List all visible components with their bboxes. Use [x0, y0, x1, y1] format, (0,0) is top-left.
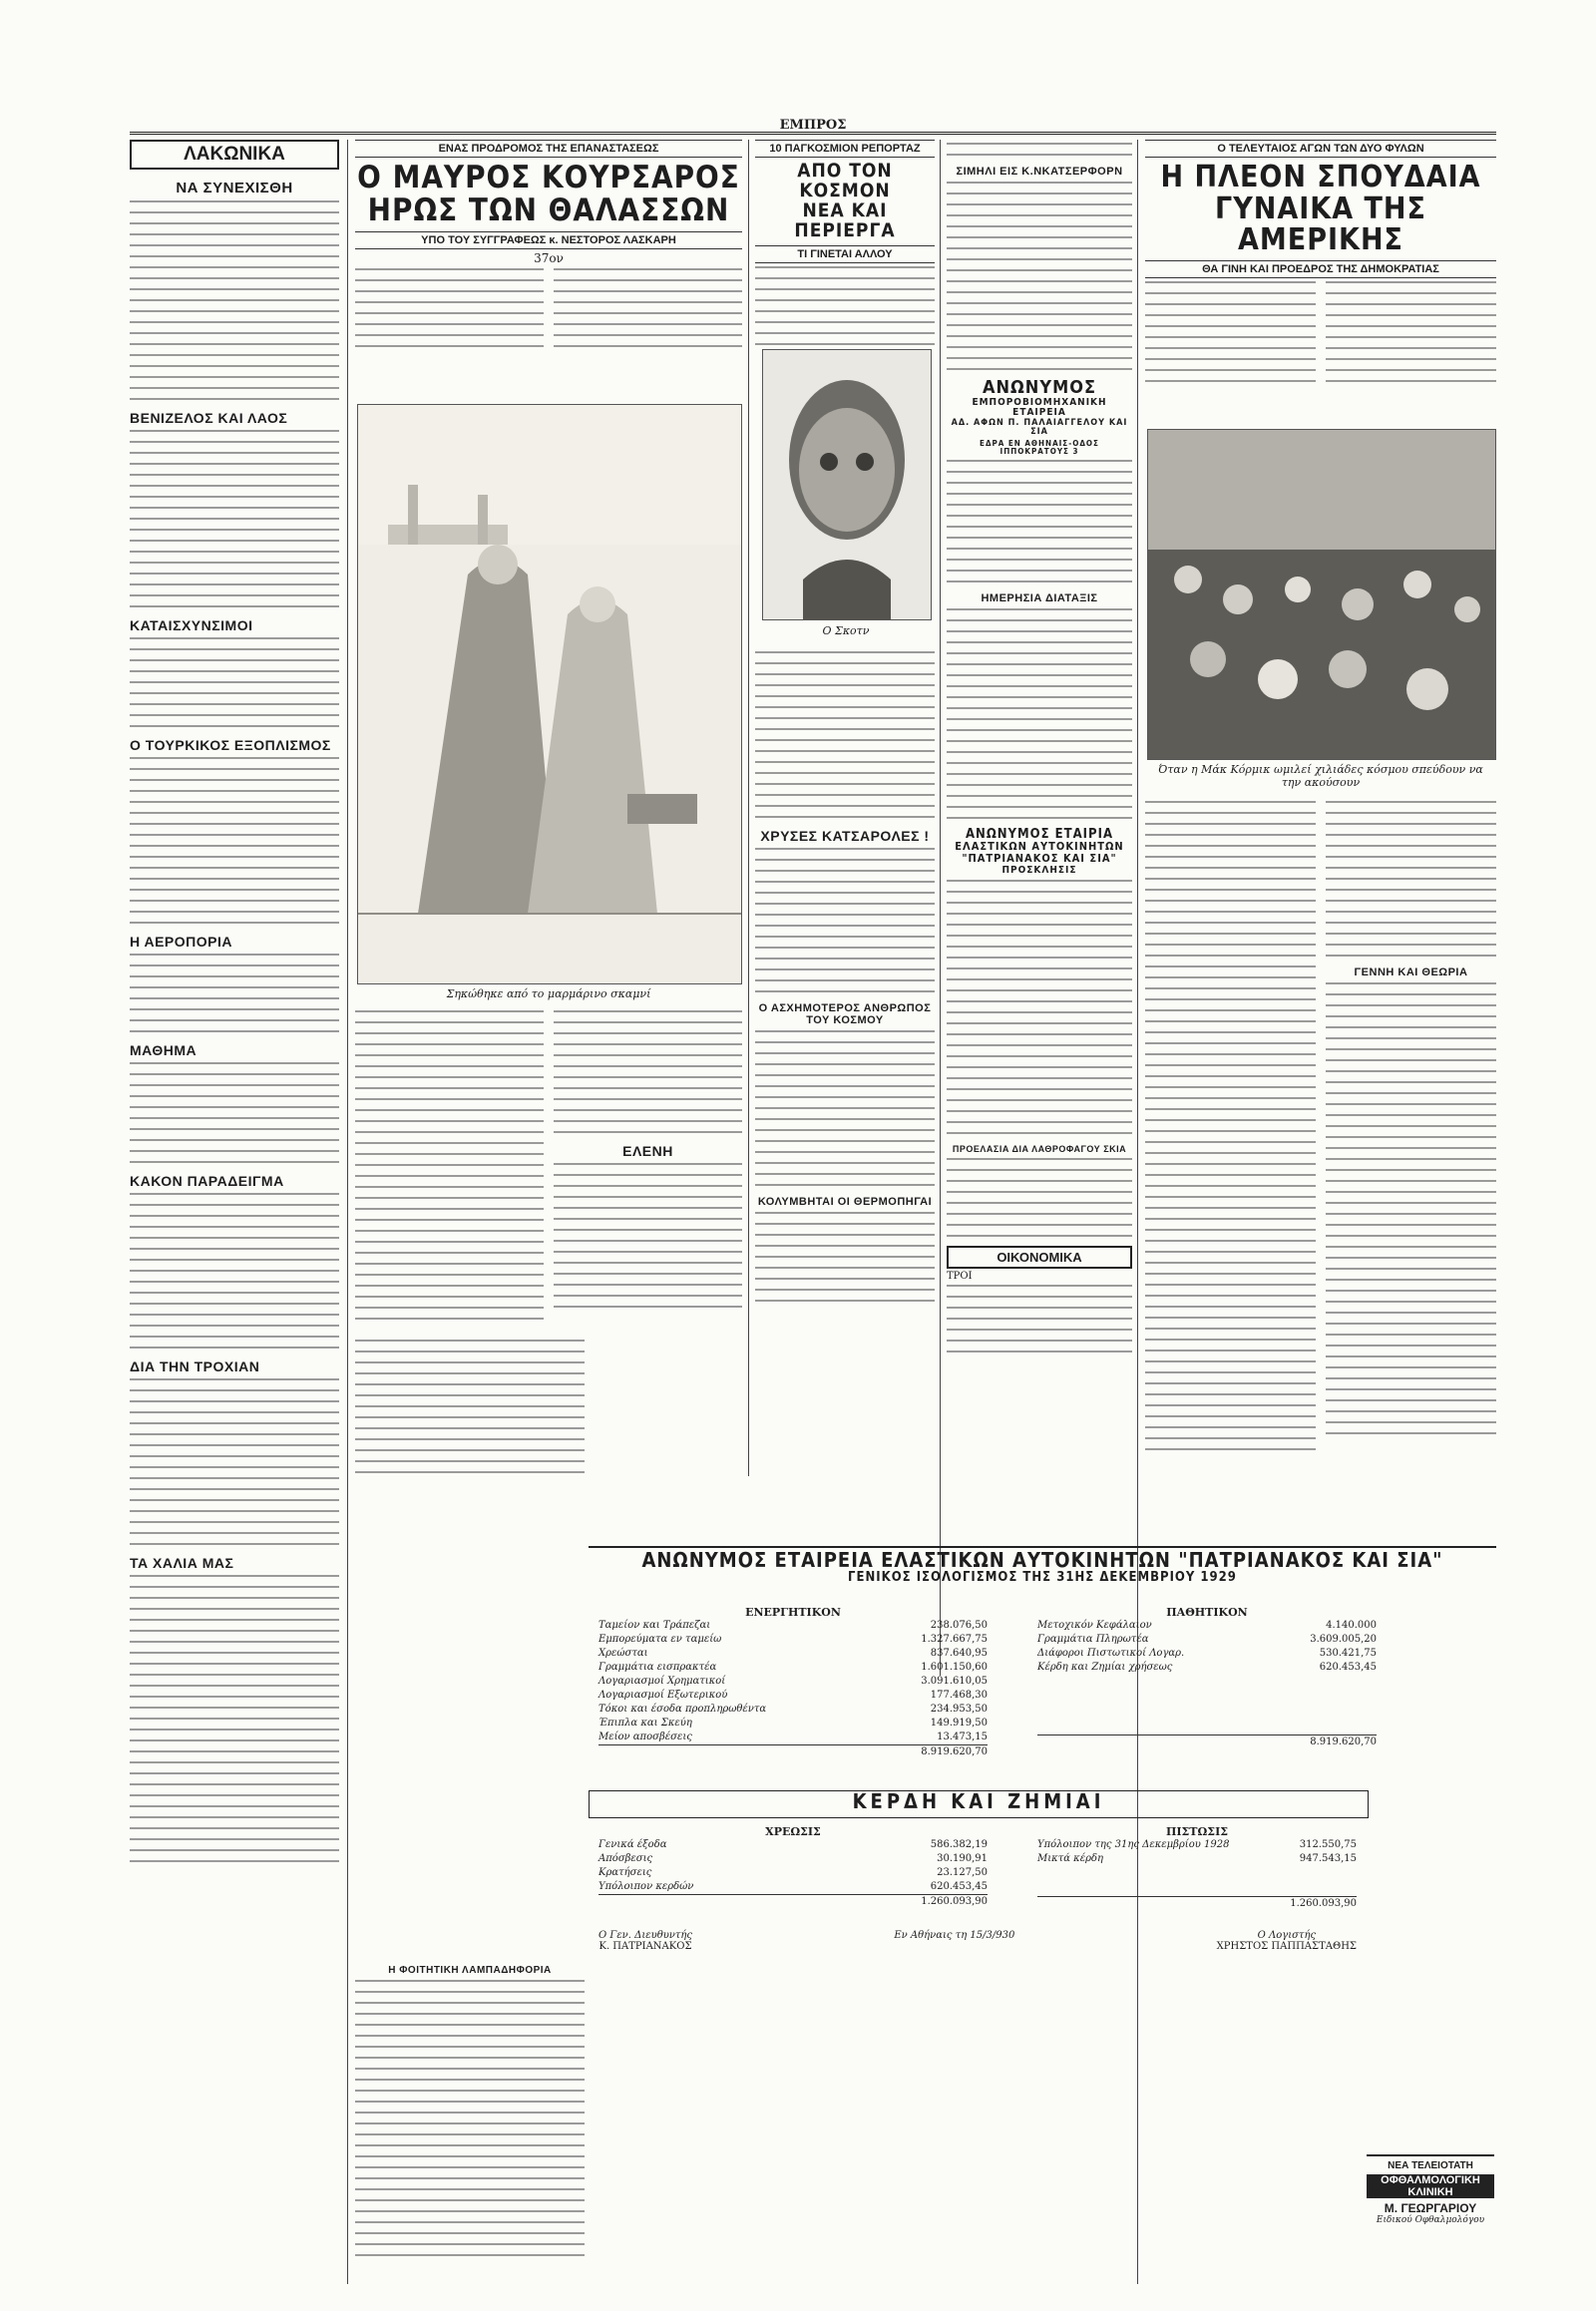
text-block: [947, 608, 1132, 819]
clinic-ad-name: Μ. ΓΕΩΡΓΑΡΙΟΥ: [1384, 2201, 1477, 2215]
clinic-ad-sub: ΟΦΘΑΛΜΟΛΟΓΙΚΗ ΚΛΙΝΙΚΗ: [1367, 2174, 1494, 2198]
ledger-label: Υπόλοιπον κερδών: [598, 1881, 694, 1892]
america-kicker: Ο ΤΕΛΕΥΤΑΙΟΣ ΑΓΩΝ ΤΩΝ ΔΥΟ ΦΥΛΩΝ: [1145, 140, 1496, 158]
world-kicker: 10 ΠΑΓΚΟΣΜΙΟΝ ΡΕΠΟΡΤΑΖ: [755, 140, 935, 158]
balance-subtitle: ΓΕΝΙΚΟΣ ΙΣΟΛΟΓΙΣΜΟΣ ΤΗΣ 31ΗΣ ΔΕΚΕΜΒΡΙΟΥ 1929: [848, 1570, 1237, 1585]
ledger-row: [598, 1703, 988, 1717]
company2-quote: "ΠΑΤΡΙΑΝΑΚΟΣ ΚΑΙ ΣΙΑ": [962, 851, 1117, 865]
assets-table: [598, 1606, 988, 1759]
ledger-row: [598, 1852, 988, 1866]
world-head: Ο ΑΣΧΗΜΟΤΕΡΟΣ ΑΝΘΡΩΠΟΣ ΤΟΥ ΚΟΣΜΟΥ: [758, 1002, 932, 1026]
text-block: [1326, 801, 1496, 957]
serial-title-1: Ο ΜΑΥΡΟΣ ΚΟΥΡΣΑΡΟΣ: [357, 160, 740, 195]
torchlight-article: [355, 1955, 585, 2284]
ledger-amount: 312.550,75: [1299, 1839, 1357, 1850]
column-rule: [748, 140, 749, 1476]
portrait-caption: Ο Σκοτν: [822, 624, 870, 637]
company2-sub: ΕΛΑΣΤΙΚΩΝ ΑΥΤΟΚΙΝΗΤΩΝ: [955, 840, 1124, 854]
text-block: [130, 637, 339, 727]
ledger-amount: 1.327.667,75: [921, 1634, 988, 1645]
world-news-continued: [755, 648, 935, 1676]
text-block: [947, 1285, 1132, 1352]
ledger-row: [1037, 1852, 1357, 1866]
text-block: [755, 1212, 935, 1302]
article-head: ΚΑΤΑΙΣΧΥΝΣΙΜΟΙ: [130, 617, 253, 633]
ledger-label: Μείον αποσβέσεις: [598, 1732, 692, 1742]
ledger-amount: 947.543,15: [1299, 1853, 1357, 1864]
debits-total: 1.260.093,90: [921, 1896, 988, 1907]
clinic-ad-title: ΝΕΑ ΤΕΛΕΙΟΤΑΤΗ: [1388, 2160, 1473, 2171]
world-title-2: ΝΕΑ ΚΑΙ ΠΕΡΙΕΡΓΑ: [794, 198, 896, 241]
text-block: [755, 266, 935, 345]
assets-total: 8.919.620,70: [921, 1746, 988, 1757]
column-rule: [1137, 140, 1138, 2284]
ledger-amount: 586.382,19: [930, 1839, 988, 1850]
pl-title-box: [589, 1790, 1369, 1818]
ledger-amount: 149.919,50: [930, 1718, 988, 1729]
ledger-label: Τόκοι και έσοδα προπληρωθέντα: [598, 1704, 767, 1715]
illustration-caption: Σηκώθηκε από το μαρμάρινο σκαμνί: [446, 987, 651, 1000]
lost-head: ΠΡΟΕΛΑΣΙΑ ΔΙΑ ΛΑΘΡΟΦΑΓΟΥ ΣΚΙΑ: [952, 1143, 1127, 1154]
serial-kicker: ΕΝΑΣ ΠΡΟΔΡΟΜΟΣ ΤΗΣ ΕΠΑΝΑΣΤΑΣΕΩΣ: [355, 140, 742, 158]
text-block: [1326, 982, 1496, 1434]
text-block: [755, 651, 935, 818]
column-rule: [940, 140, 941, 1676]
ledger-amount: 13.473,15: [937, 1732, 988, 1742]
ledger-label: Εμπορεύματα εν ταμείω: [598, 1634, 722, 1645]
ads-title: ΟΙΚΟΝΟΜΙΚΑ: [947, 1246, 1132, 1269]
debit-head: ΧΡΕΩΣΙΣ: [765, 1825, 821, 1838]
ledger-label: Έπιπλα και Σκεύη: [598, 1718, 692, 1729]
ledger-row: [598, 1717, 988, 1731]
credits-table: [1037, 1825, 1357, 1911]
article-head: ΚΑΚΟΝ ΠΑΡΑΔΕΙΓΜΑ: [130, 1173, 284, 1189]
left-column: [130, 140, 339, 2284]
ledger-amount: 3.091.610,05: [921, 1676, 988, 1687]
column-rule: [347, 140, 348, 2284]
text-block: [130, 1575, 339, 1862]
balance-title: ΑΝΩΝΥΜΟΣ ΕΤΑΙΡΕΙΑ ΕΛΑΣΤΙΚΩΝ ΑΥΤΟΚΙΝΗΤΩΝ "ΠΑΤΡΙΑΝΑΚΟΣ ΚΑΙ ΣΙΑ": [641, 1548, 1443, 1572]
text-block: [130, 1062, 339, 1163]
section-title: ΛΑΚΩΝΙΚΑ: [130, 140, 339, 170]
ledger-label: Μικτά κέρδη: [1037, 1853, 1103, 1864]
ledger-row: [1037, 1647, 1377, 1661]
serial-title-2: ΗΡΩΣ ΤΩΝ ΘΑΛΑΣΣΩΝ: [367, 192, 730, 228]
ledger-row: [1037, 1619, 1377, 1633]
america-story: [1145, 140, 1496, 419]
ledger-label: Ταμείον και Τράπεζαι: [598, 1620, 711, 1631]
liabilities-head: ΠΑΘΗΤΙΚΟΝ: [1166, 1606, 1248, 1619]
ledger-row: [598, 1647, 988, 1661]
ledger-amount: 620.453,45: [1319, 1662, 1377, 1673]
america-head2: ΓΕΝΝΗ ΚΑΙ ΘΕΩΡΙΑ: [1354, 966, 1468, 978]
world-sub: ΤΙ ΓΙΝΕΤΑΙ ΑΛΛΟΥ: [755, 245, 935, 263]
liabilities-total: 8.919.620,70: [1310, 1736, 1377, 1747]
ledger-label: Γενικά έξοδα: [598, 1839, 667, 1850]
company1-title: ΑΝΩΝΥΜΟΣ: [982, 377, 1097, 398]
ledger-amount: 620.453,45: [930, 1881, 988, 1892]
article-head: ΤΑ ΧΑΛΙΑ ΜΑΣ: [130, 1555, 234, 1571]
text-block: [755, 1030, 935, 1186]
ledger-label: Γραμμάτια εισπρακτέα: [598, 1662, 717, 1673]
ledger-row: [598, 1880, 988, 1894]
torchlight-head: Η ΦΟΙΤΗΤΙΚΗ ΛΑΜΠΑΔΗΦΟΡΙΑ: [388, 1965, 552, 1976]
ledger-row: [598, 1661, 988, 1675]
text-block: [130, 200, 339, 400]
ledger-amount: 530.421,75: [1319, 1648, 1377, 1659]
lead-head: ΝΑ ΣΥΝΕΧΙΣΘΗ: [176, 180, 293, 196]
notice-top-head: ΣΙΜΗΛΙ ΕΙΣ Κ.ΝΚΑΤΣΕΡΦΟΡΝ: [956, 166, 1123, 178]
ledger-amount: 177.468,30: [930, 1690, 988, 1701]
bottom-left-article: [355, 1337, 585, 1506]
text-block: [355, 268, 544, 356]
ledger-row: [598, 1731, 988, 1744]
assets-head: ΕΝΕΡΓΗΤΙΚΟΝ: [745, 1606, 841, 1619]
ledger-label: Απόσβεσις: [598, 1853, 653, 1864]
america-title-1: Η ΠΛΕΟΝ ΣΠΟΥΔΑΙΑ: [1160, 160, 1481, 194]
text-block: [130, 430, 339, 607]
world-head: ΧΡΥΣΕΣ ΚΑΤΣΑΡΟΛΕΣ !: [760, 828, 930, 844]
signature-mid: Εν Αθήναις τη 15/3/930: [894, 1930, 1015, 1941]
world-head: ΚΟΛΥΜΒΗΤΑΙ ΟΙ ΘΕΡΜΟΠΗΓΑΙ: [757, 1196, 933, 1208]
text-block: [130, 954, 339, 1032]
ledger-label: Γραμμάτια Πληρωτέα: [1037, 1634, 1149, 1645]
text-block: [755, 848, 935, 992]
serial-continued: [355, 1007, 742, 1337]
ledger-row: [598, 1866, 988, 1880]
ledger-amount: 1.601.150,60: [921, 1662, 988, 1673]
ledger-amount: 3.609.005,20: [1310, 1634, 1377, 1645]
article-head: ΔΙΑ ΤΗΝ ΤΡΟΧΙΑΝ: [130, 1358, 260, 1374]
serial-byline: ΥΠΟ ΤΟΥ ΣΥΓΓΡΑΦΕΩΣ κ. ΝΕΣΤΟΡΟΣ ΛΑΣΚΑΡΗ: [355, 231, 742, 249]
text-block: [130, 757, 339, 924]
ledger-row: [598, 1633, 988, 1647]
ledger-label: Μετοχικόν Κεφάλαιον: [1037, 1620, 1152, 1631]
ledger-amount: 837.640,95: [930, 1648, 988, 1659]
signatures: [598, 1930, 1357, 1952]
serial-subhead: ΕΛΕΝΗ: [622, 1143, 673, 1159]
notice-head: ΗΜΕΡΗΣΙΑ ΔΙΑΤΑΞΙΣ: [981, 591, 1098, 604]
company2-invite: ΠΡΟΣΚΛΗΣΙΣ: [1001, 865, 1077, 877]
ledger-amount: 238.076,50: [930, 1620, 988, 1631]
notices-column: [947, 140, 1132, 1676]
text-block: [947, 1158, 1132, 1237]
pl-title: ΚΕΡΔΗ ΚΑΙ ΖΗΜΙΑΙ: [852, 1789, 1105, 1813]
company1-line: ΕΔΡΑ ΕΝ ΑΘΗΝΑΙΣ-ΟΔΟΣ ΙΠΠΟΚΡΑΤΟΥΣ 3: [980, 438, 1099, 457]
company1-sub: ΕΜΠΟΡΟΒΙΟΜΗΧΑΝΙΚΗ ΕΤΑΙΡΕΙΑ: [972, 396, 1107, 419]
ledger-label: Λογαριασμοί Εξωτερικού: [598, 1690, 728, 1701]
ledger-row: [598, 1675, 988, 1689]
text-block: [554, 1163, 742, 1308]
company2-title: ΑΝΩΝΥΜΟΣ ΕΤΑΙΡΙΑ: [965, 826, 1114, 842]
ledger-row: [1037, 1661, 1377, 1675]
masthead: [130, 118, 1496, 135]
ledger-amount: 4.140.000: [1326, 1620, 1377, 1631]
text-block: [130, 1378, 339, 1545]
ledger-amount: 30.190,91: [937, 1853, 988, 1864]
text-block: [947, 880, 1132, 1134]
installment-number: 37ον: [534, 251, 564, 266]
america-sub: ΘΑ ΓΙΝΗ ΚΑΙ ΠΡΟΕΔΡΟΣ ΤΗΣ ΔΗΜΟΚΡΑΤΙΑΣ: [1145, 260, 1496, 278]
ledger-label: Χρεώσται: [598, 1648, 648, 1659]
ledger-row: [598, 1619, 988, 1633]
debits-table: [598, 1825, 988, 1909]
company1-sub2: ΑΔ. ΑΦΩΝ Π. ΠΑΛΑΙΑΓΓΕΛΟΥ ΚΑΙ ΣΙΑ: [951, 417, 1128, 438]
article-head: ΒΕΝΙΖΕΛΟΣ ΚΑΙ ΛΑΟΣ: [130, 410, 288, 426]
text-block: [554, 1010, 742, 1133]
ledger-label: Κρατήσεις: [598, 1867, 652, 1878]
text-block: [947, 143, 1132, 156]
text-block: [355, 1340, 585, 1473]
article-head: ΜΑΘΗΜΑ: [130, 1042, 198, 1058]
ledger-row: [1037, 1633, 1377, 1647]
ledger-label: Λογαριασμοί Χρηματικοί: [598, 1676, 726, 1687]
text-block: [1145, 281, 1316, 391]
clinic-ad-line: Ειδικού Οφθαλμολόγου: [1376, 2215, 1485, 2225]
ledger-label: Διάφοροι Πιστωτικοί Λογαρ.: [1037, 1648, 1185, 1659]
serial-illustration: [357, 404, 742, 984]
signature-right: ΧΡΗΣΤΟΣ ΠΑΠΠΑΣΤΑΘΗΣ: [1216, 1941, 1357, 1952]
america-title-2: ΓΥΝΑΙΚΑ ΤΗΣ ΑΜΕΡΙΚΗΣ: [1215, 191, 1426, 257]
text-block: [1145, 801, 1316, 1459]
liabilities-table: [1037, 1606, 1377, 1749]
ledger-amount: 234.953,50: [930, 1704, 988, 1715]
signature-right-role: Ο Λογιστής: [1257, 1930, 1317, 1941]
text-block: [355, 1010, 544, 1329]
text-block: [554, 268, 742, 356]
article-head: Ο ΤΟΥΡΚΙΚΟΣ ΕΞΟΠΛΙΣΜΟΣ: [130, 737, 331, 753]
ledger-amount: 23.127,50: [937, 1867, 988, 1878]
signature-left: Κ. ΠΑΤΡΙΑΝΑΚΟΣ: [598, 1941, 692, 1952]
credit-head: ΠΙΣΤΩΣΙΣ: [1166, 1825, 1228, 1838]
text-block: [947, 460, 1132, 582]
world-title-1: ΑΠΟ ΤΟΝ ΚΟΣΜΟΝ: [797, 160, 893, 201]
ledger-label: Κέρδη και Ζημίαι χρήσεως: [1037, 1662, 1173, 1673]
clinic-ad: [1367, 2154, 1494, 2276]
ads-sub: ΤΡΟΙ: [947, 1270, 973, 1282]
text-block: [130, 1193, 339, 1348]
credits-total: 1.260.093,90: [1290, 1898, 1357, 1909]
crowd-photo: [1147, 429, 1496, 760]
text-block: [947, 182, 1132, 370]
masthead-title: ΕΜΠΡΟΣ: [779, 118, 847, 133]
ledger-label: Υπόλοιπον της 31ης Δεκεμβρίου 1928: [1037, 1839, 1230, 1850]
text-block: [355, 1980, 585, 2256]
article-head: Η ΑΕΡΟΠΟΡΙΑ: [130, 934, 232, 950]
signature-left-role: Ο Γεν. Διευθυντής: [598, 1930, 693, 1941]
ledger-row: [1037, 1838, 1357, 1852]
crowd-caption: Όταν η Μάκ Κόρμικ ωμιλεί χιλιάδες κόσμου σπεύδουν να την ακούσουν: [1158, 763, 1483, 789]
ledger-row: [598, 1689, 988, 1703]
ledger-row: [598, 1838, 988, 1852]
portrait-photo: [762, 349, 932, 620]
text-block: [1326, 281, 1496, 391]
